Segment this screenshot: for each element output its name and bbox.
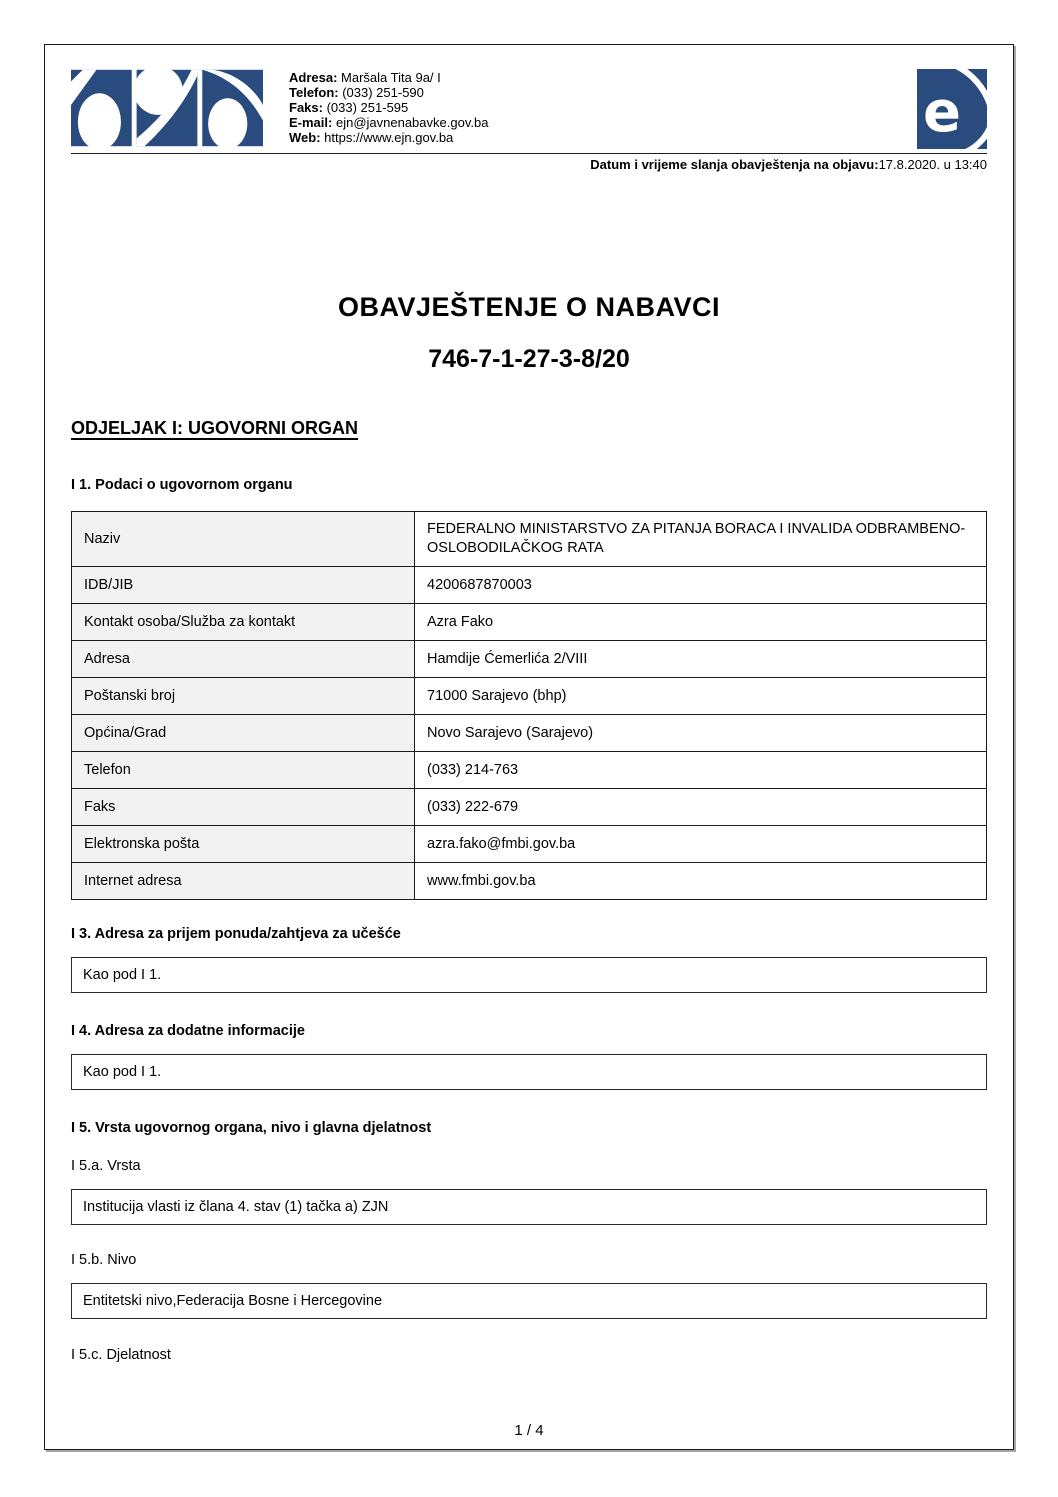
ajn-agency-logo-icon — [71, 69, 263, 147]
row-label: Elektronska pošta — [72, 826, 415, 863]
document-title: OBAVJEŠTENJE O NABAVCI — [337, 292, 721, 322]
contact-label: Web: — [289, 130, 321, 145]
document-header — [71, 69, 987, 149]
table-row-faks — [72, 789, 987, 826]
contact-line-address — [289, 70, 488, 85]
agency-contact-info — [289, 69, 488, 145]
i3-value-box: Kao pod I 1. — [71, 957, 987, 993]
row-label: Naziv — [72, 512, 415, 567]
table-row-elektronska-posta — [72, 826, 987, 863]
subsection-heading-i5: I 5. Vrsta ugovornog organa, nivo i glavna djelatnost — [71, 1120, 432, 1136]
contact-line-web — [289, 130, 488, 145]
subsection-label-i5a: I 5.a. Vrsta — [71, 1158, 141, 1174]
contact-value: Maršala Tita 9a/ I — [341, 70, 441, 85]
contact-value: (033) 251-595 — [326, 100, 409, 115]
row-value: Azra Fako — [415, 604, 987, 641]
contact-line-fax — [289, 100, 488, 115]
subsection-label-i5b: I 5.b. Nivo — [71, 1252, 137, 1268]
title-block — [71, 292, 987, 374]
sent-datetime-line — [71, 157, 987, 172]
row-label: IDB/JIB — [72, 567, 415, 604]
row-label: Faks — [72, 789, 415, 826]
row-value: 4200687870003 — [415, 567, 987, 604]
page-number: 1 / 4 — [514, 1422, 544, 1439]
header-divider — [71, 153, 987, 154]
table-row-kontakt-osoba — [72, 604, 987, 641]
row-value: (033) 222-679 — [415, 789, 987, 826]
section-heading-odjeljak-i: ODJELJAK I: UGOVORNI ORGAN — [71, 418, 359, 438]
row-label: Kontakt osoba/Služba za kontakt — [72, 604, 415, 641]
subsection-heading-i1: I 1. Podaci o ugovornom organu — [71, 477, 293, 493]
contact-label: E-mail: — [289, 115, 333, 130]
subsection-heading-i3: I 3. Adresa za prijem ponuda/zahtjeva za učešće — [71, 926, 401, 942]
row-value: www.fmbi.gov.ba — [415, 863, 987, 900]
table-row-telefon — [72, 752, 987, 789]
i5a-value-box: Institucija vlasti iz člana 4. stav (1) tačka a) ZJN — [71, 1189, 987, 1225]
contact-value: https://www.ejn.gov.ba — [324, 130, 454, 145]
row-value: Novo Sarajevo (Sarajevo) — [415, 715, 987, 752]
subsection-label-i5c: I 5.c. Djelatnost — [71, 1347, 171, 1363]
table-row-internet-adresa — [72, 863, 987, 900]
row-label: Internet adresa — [72, 863, 415, 900]
document-number: 746-7-1-27-3-8/20 — [428, 345, 630, 373]
row-label: Općina/Grad — [72, 715, 415, 752]
contact-value: (033) 251-590 — [342, 85, 424, 100]
contact-value: ejn@javnenabavke.gov.ba — [335, 115, 489, 130]
table-row-postanski-broj — [72, 678, 987, 715]
contact-label: Telefon: — [289, 85, 339, 100]
row-value: (033) 214-763 — [415, 752, 987, 789]
row-label: Telefon — [72, 752, 415, 789]
contact-label: Faks: — [289, 100, 323, 115]
svg-text:e: e — [923, 80, 961, 145]
row-label: Adresa — [72, 641, 415, 678]
i4-value-box: Kao pod I 1. — [71, 1054, 987, 1090]
contact-label: Adresa: — [289, 70, 338, 85]
document-page — [44, 44, 1014, 1450]
table-row-opcina-grad — [72, 715, 987, 752]
sent-datetime-label: Datum i vrijeme slanja obavještenja na objavu: — [590, 157, 879, 172]
contracting-authority-table — [71, 511, 987, 900]
e-nabavke-logo-icon — [917, 69, 987, 149]
subsection-heading-i4: I 4. Adresa za dodatne informacije — [71, 1023, 305, 1039]
row-value: Hamdije Ćemerlića 2/VIII — [415, 641, 987, 678]
table-row-adresa — [72, 641, 987, 678]
table-row-naziv — [72, 512, 987, 567]
table-row-idb-jib — [72, 567, 987, 604]
i5b-value-box: Entitetski nivo,Federacija Bosne i Hercegovine — [71, 1283, 987, 1319]
row-value: 71000 Sarajevo (bhp) — [415, 678, 987, 715]
contact-line-phone — [289, 85, 488, 100]
row-label: Poštanski broj — [72, 678, 415, 715]
contact-line-email — [289, 115, 488, 130]
row-value: azra.fako@fmbi.gov.ba — [415, 826, 987, 863]
row-value: FEDERALNO MINISTARSTVO ZA PITANJA BORACA I INVALIDA ODBRAMBENO-OSLOBODILAČKOG RATA — [415, 512, 987, 567]
sent-datetime-value: 17.8.2020. u 13:40 — [878, 157, 987, 172]
